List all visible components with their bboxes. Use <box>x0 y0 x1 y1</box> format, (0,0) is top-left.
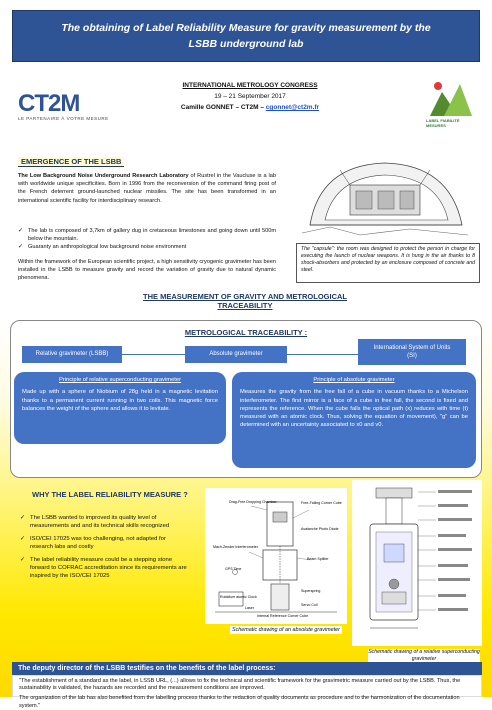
emergence-heading: EMERGENCE OF THE LSBB <box>18 157 124 166</box>
list-item: ✓ ISO/CEI 17025 was too challenging, not adapted for research labs and costly <box>20 535 188 551</box>
testimony-paragraph-2: The organization of the lab has also benefited from the labelling process thanks to the redaction of quality documents as procedure and to the harmonization of the documentation system." <box>19 695 460 709</box>
testimony-heading: The deputy director of the LSBB testifies on the benefits of the label process: <box>12 662 482 675</box>
si-units-line-2: (SI) <box>407 353 417 359</box>
ct2m-logo <box>18 90 110 130</box>
label-fiabilite-logo <box>420 78 478 140</box>
capsule-caption-box: The "capsule": the room was designed to protect the person in charge for executing the launch of nuclear weapons. It is hung in the air thanks to 8 shock-absorbers and protected by an enclosure composed of concrete and steel. <box>296 243 480 283</box>
capsule-drawing <box>300 155 470 240</box>
absolute-principle-box <box>232 372 476 468</box>
label-servo-coil: Servo Coil <box>301 603 318 607</box>
label-reference-cube: Internal Reference Corner Cube <box>257 614 309 618</box>
relative-gravimeter-box: Relative gravimeter (LSBB) <box>22 346 122 363</box>
label-laser: Laser <box>245 606 254 610</box>
author-name: Camille GONNET – CT2M – <box>180 104 266 111</box>
title-banner <box>12 10 480 62</box>
relative-principle-text: Made up with a sphere of Niobium of 28g held in a magnetic levitation thanks to a permanent current running in two coils. This magnetic force balances the weight of the sphere and allows it to levitate. <box>22 389 218 412</box>
si-units-box <box>358 339 466 365</box>
emergence-bullet-list <box>18 227 276 252</box>
relative-gravimeter-drawing <box>352 480 482 646</box>
testimony-box <box>12 675 482 709</box>
relative-gravimeter-diagram <box>352 480 482 646</box>
label-logo-text: LABEL FIABILITÉ MESURES <box>426 118 460 128</box>
why-bullet-list <box>20 514 188 585</box>
measurement-heading: THE MEASUREMENT OF GRAVITY AND METROLOGICAL TRACEABILITY <box>142 292 348 310</box>
list-item: ✓ The label reliability measure could be a stepping stone forward to COFRAC accreditation since its requirements are inspired by the ISO/CEI 17025 <box>20 556 188 580</box>
why-label-heading: WHY THE LABEL RELIABILITY MEASURE ? <box>32 490 188 499</box>
lsbb-full-name: The Low Background Noise Underground Research Laboratory <box>18 173 189 179</box>
list-item: ✓ The lab is composed of 3,7km of gallery dug in cretaceous limestones and going down until 500m below the mountain. <box>18 227 276 243</box>
conference-name: INTERNATIONAL METROLOGY CONGRESS <box>182 82 318 89</box>
relative-principle-box <box>14 372 226 444</box>
label-beam-splitter: Beam Splitter <box>307 557 329 561</box>
emergence-paragraph-1-text: of Rustrel in the Vaucluse is a lab with worldwide unique specificities. Born in 1996 from the reconversion of the command firing post of the French deterrent ground-launched nuclear missiles. The site has been transformed in an international scientific facility for interdisciplinary research. <box>18 173 276 204</box>
absolute-gravimeter-drawing <box>205 488 347 624</box>
author-email-link[interactable]: cgonnet@ct2m.fr <box>265 104 320 111</box>
author-line <box>155 102 345 113</box>
ct2m-logo-tagline: LE PARTENAIRE À VOTRE MESURE <box>18 116 109 121</box>
relative-gravimeter-caption: Schematic drawing of a relative superconducting gravimeter <box>368 649 480 662</box>
absolute-gravimeter-caption: Schematic drawing of an absolute gravimeter <box>232 627 340 633</box>
traceability-heading: METROLOGICAL TRACEABILITY : <box>184 328 308 337</box>
label-photo-diode: Avalanche Photo Diode <box>301 527 339 531</box>
ct2m-logo-word: CT2M <box>18 90 80 117</box>
list-item: ✓ The LSBB wanted to improved its quality level of measurements and and its technical skills recognized <box>20 514 188 530</box>
label-rubidium-clock: Rubidium atomic Clock <box>220 595 257 599</box>
label-logo-graphic <box>420 78 478 118</box>
absolute-principle-heading: Principle of absolute gravimeter <box>313 377 395 383</box>
emergence-paragraph-2: Within the framework of the European scientific project, a high sensitivity cryogenic gravimeter has been installed in the LSBB to measure gravity and record the variation of gravity due to natural dynamic phenomena. <box>18 259 276 282</box>
label-interferometer: Mach-Zender Interferometer <box>213 545 258 549</box>
conference-info <box>155 80 345 113</box>
absolute-principle-text: Measures the gravity from the free fall of a cube in vacuum thanks to a Michelson interferometer. The first mirror is a face of a cube in free fall, the second is fixed and represents the reference. When the cube falls the optical path (x) reduces with time (t) measured with an atomic clock. Thus, solving the equation of movement), "g" can be determined with an uncertainty associated to x0 and v0. <box>240 389 468 429</box>
list-item: ✓ Guaranty an anthropological low background noise environment <box>18 243 276 251</box>
conference-dates: 19 – 21 September 2017 <box>214 93 286 100</box>
relative-principle-heading: Principle of relative superconducting gravimeter <box>58 377 182 383</box>
title-line-1: The obtaining of Label Reliability Measure for gravity measurement by the <box>61 22 431 34</box>
traceability-link-2 <box>287 354 358 355</box>
title-line-2: LSBB underground lab <box>188 38 304 50</box>
absolute-gravimeter-diagram <box>205 488 347 624</box>
lsbb-capsule-illustration <box>300 155 470 240</box>
label-gps-time: GPS Time <box>225 567 242 571</box>
label-superspring: Superspring <box>301 589 321 593</box>
emergence-paragraph-1 <box>18 172 276 205</box>
si-units-line-1: International System of Units <box>373 345 451 351</box>
testimony-paragraph-1: "The establishment of a standard as the label, in LSSB URL, (...) allows to fix the technical and scientific framework for the gravimetric measure carried out by the LSBB. Thus, the sustainability is validated, the hazards are recorded and the measurement conditions are improved. <box>19 678 461 692</box>
label-free-falling-cube: Free-Falling Corner Cube <box>301 501 342 505</box>
absolute-gravimeter-box: Absolute gravimeter <box>185 346 287 363</box>
label-drag-free-chamber: Drag-Free Dropping Chamber <box>229 500 277 504</box>
traceability-link-1 <box>122 354 185 355</box>
